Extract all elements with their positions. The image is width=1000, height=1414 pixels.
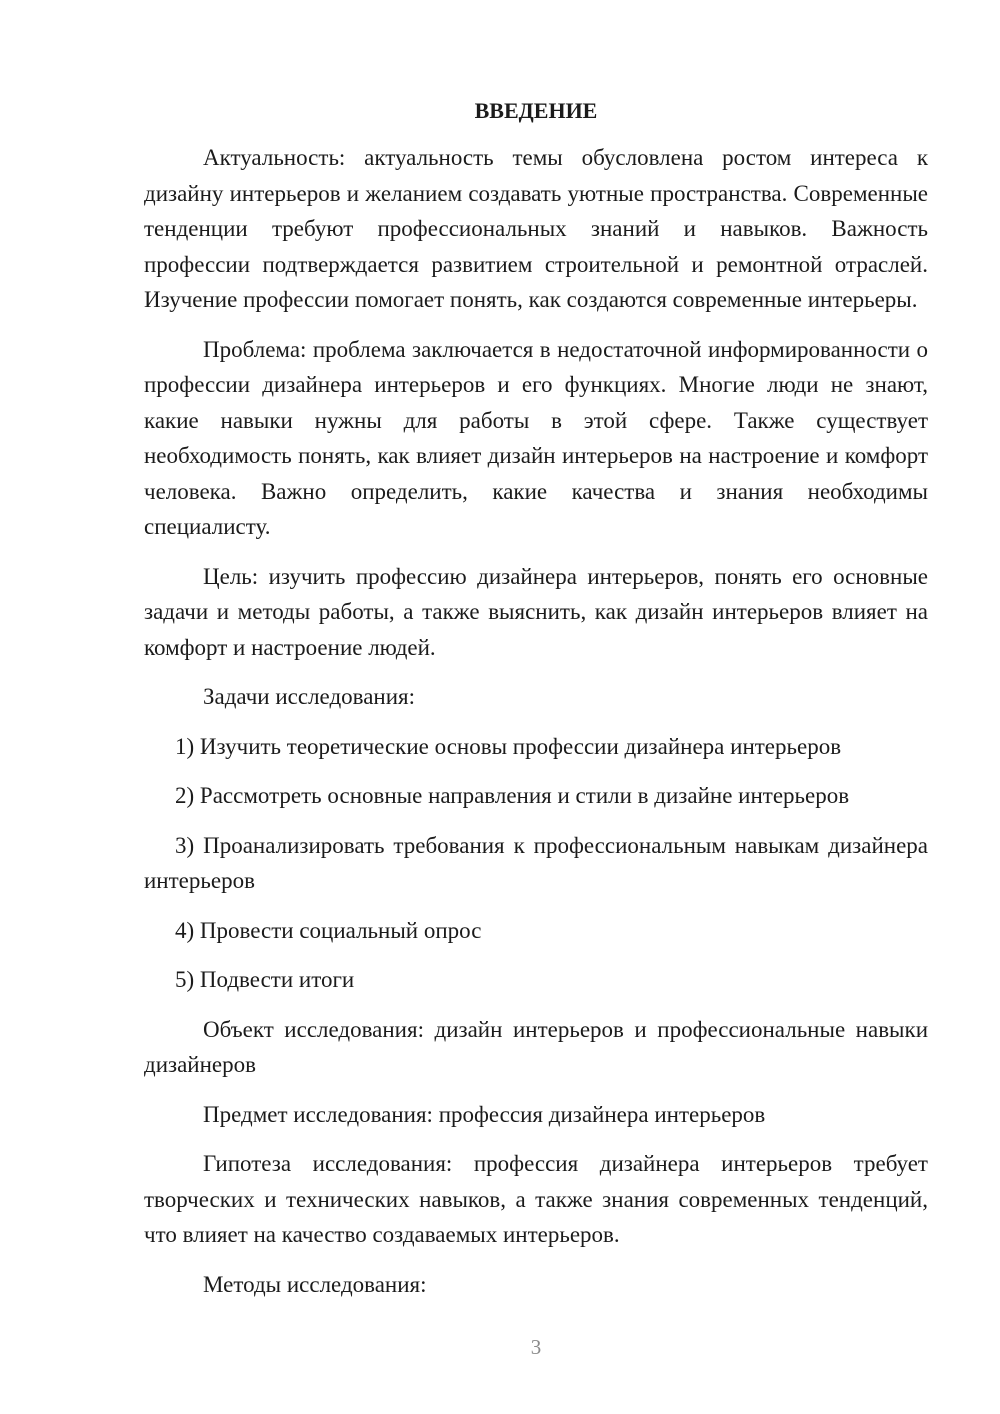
paragraph-subject: Предмет исследования: профессия дизайнера интерьеров (203, 1101, 766, 1127)
paragraph-goal: Цель: изучить профессию дизайнера интерьеров, понять его основные задачи и методы работы, а также выяснить, как дизайн интерьеров влияет на комфорт и настроение людей. (144, 563, 928, 660)
task-item-5: 5) Подвести итоги (175, 967, 355, 992)
page-title: ВВЕДЕНИЕ (474, 98, 598, 123)
paragraph-relevance: Актуальность: актуальность темы обусловлена ростом интереса к дизайну интерьеров и желанием создавать уютные пространства. Современные тенденции требуют профессиональных знаний и навыков. Важность профессии подтверждается развитием строительной и ремонтной отраслей. Изучение профессии помогает понять, как создаются современные интерьеры. (144, 145, 928, 312)
page-number: 3 (530, 1335, 542, 1359)
paragraph-methods: Методы исследования: (203, 1271, 427, 1297)
paragraph-hypothesis: Гипотеза исследования: профессия дизайнера интерьеров требует творческих и технических навыков, а также знания современных тенденций, что влияет на качество создаваемых интерьеров. (144, 1151, 928, 1247)
task-item-4: 4) Провести социальный опрос (175, 917, 482, 943)
page-content (144, 96, 928, 1316)
task-item-3: 3) Проанализировать требования к профессиональным навыкам дизайнера интерьеров (144, 832, 928, 893)
task-item-2: 2) Рассмотреть основные направления и стили в дизайне интерьеров (175, 783, 850, 808)
paragraph-object: Объект исследования: дизайн интерьеров и профессиональные навыки дизайнеров (144, 1016, 928, 1077)
paragraph-tasks-heading: Задачи исследования: (203, 684, 416, 709)
paragraph-problem: Проблема: проблема заключается в недостаточной информированности о профессии дизайнера интерьеров и его функциях. Многие люди не знают, какие навыки нужны для работы в этой сфере. Также существует необходимость понять, как влияет дизайн интерьеров на настроение и комфорт человека. Важно определить, какие качества и знания необходимы специалисту. (144, 336, 928, 539)
task-item-1: 1) Изучить теоретические основы профессии дизайнера интерьеров (175, 733, 842, 759)
